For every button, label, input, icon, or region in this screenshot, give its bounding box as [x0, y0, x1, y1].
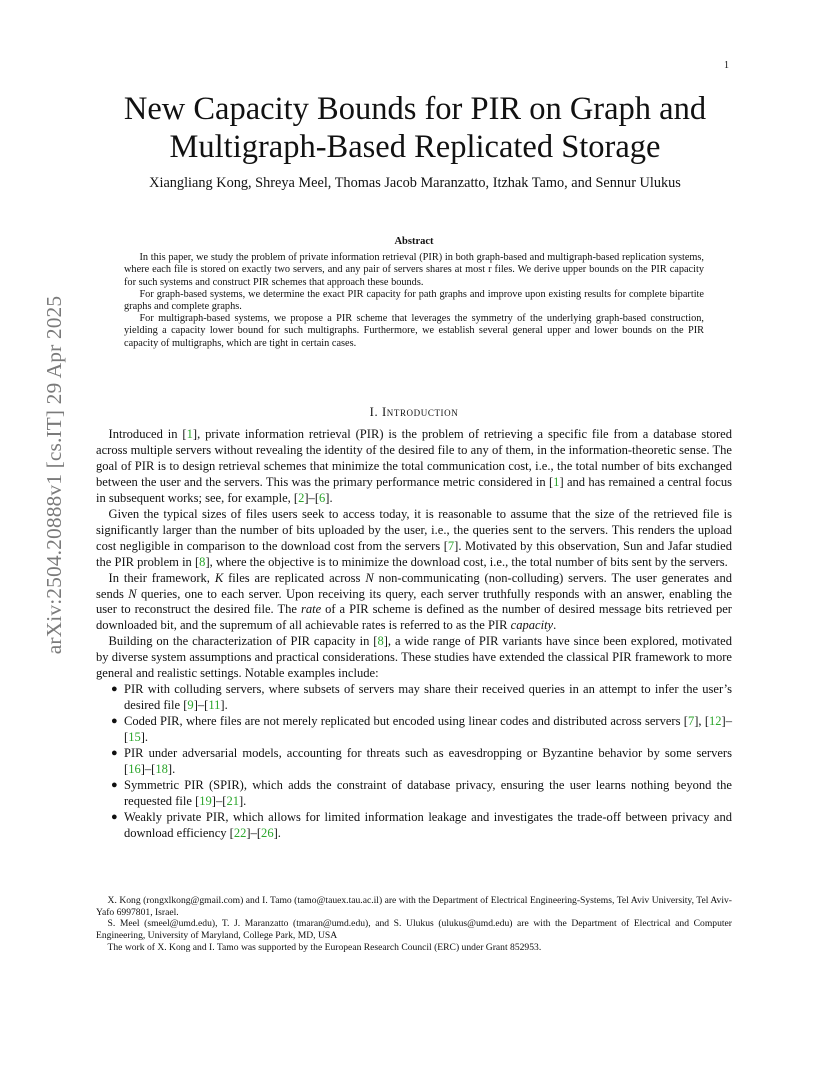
- citation-link[interactable]: 21: [226, 793, 239, 808]
- footnote: The work of X. Kong and I. Tamo was supported by the European Research Council (ERC) under Grant 852953.: [107, 941, 542, 953]
- emphasis-term: capacity: [510, 618, 554, 633]
- arxiv-identifier: arXiv:2504.20888v1 [cs.IT] 29 Apr 2025: [42, 295, 66, 655]
- bullet-icon: ●: [111, 683, 118, 696]
- main-text: [96, 427, 732, 842]
- list-item: ● PIR with colluding servers, where subsets of servers may share their received queries in an attempt to infer the user’s desired file [9]–[11].: [111, 682, 732, 713]
- footnote: S. Meel (smeel@umd.edu), T. J. Maranzatto (tmaran@umd.edu), and S. Ulukus (ulukus@umd.edu) are with the Department of Electrical and Computer Engineering, University of Maryland, College Park, MD, USA: [96, 918, 732, 942]
- section-number: I.: [369, 405, 379, 419]
- math-variable: N: [128, 586, 137, 601]
- page-number: 1: [724, 60, 729, 71]
- list-item: ● Symmetric PIR (SPIR), which adds the constraint of database privacy, ensuring the user learns nothing beyond the requested file [19]–[21].: [111, 777, 732, 808]
- body-paragraph: Introduced in [1], private information retrieval (PIR) is the problem of retrieving a specific file from a database stored across multiple servers without revealing the identity of the desired file to any of them, in the information-theoretic sense. The goal of PIR is to design retrieval schemes that minimize the total communication cost, i.e., the total number of bits exchanged between the user and the servers. This was the primary performance metric considered in [1] and has remained a central focus in subsequent works; see, for example, [2]–[6].: [96, 427, 732, 505]
- citation-link[interactable]: 8: [377, 634, 384, 649]
- bullet-icon: ●: [111, 715, 118, 728]
- citation-link[interactable]: 19: [199, 793, 212, 808]
- citation-link[interactable]: 12: [709, 714, 722, 729]
- citation-link[interactable]: 9: [187, 698, 194, 713]
- footnotes: [96, 895, 732, 954]
- paper-title: New Capacity Bounds for PIR on Graph and Multigraph-Based Replicated Storage: [123, 91, 707, 165]
- section-heading: [96, 405, 732, 420]
- abstract-heading: Abstract: [394, 236, 434, 247]
- section-name: Introduction: [381, 405, 459, 419]
- body-paragraph: Building on the characterization of PIR capacity in [8], a wide range of PIR variants have since been explored, motivated by diverse system assumptions and practical considerations. These studies have extended the classical PIR framework to more general and realistic settings. Notable examples include:: [96, 634, 732, 681]
- citation-link[interactable]: 7: [447, 538, 455, 553]
- citation-link[interactable]: 6: [319, 490, 326, 505]
- list-item: ● Weakly private PIR, which allows for limited information leakage and investigates the trade-off between privacy and download efficiency [22]–[26].: [111, 809, 732, 840]
- citation-link[interactable]: 16: [128, 762, 141, 777]
- citation-link[interactable]: 26: [261, 825, 274, 840]
- math-variable: K: [214, 570, 224, 585]
- abstract-paragraph: In this paper, we study the problem of private information retrieval (PIR) in both graph-based and multigraph-based replication systems, where each file is stored on exactly two servers, and any pair of servers shares at most r files. We derive upper bounds on the PIR capacity for such systems and construct PIR schemes that approach these bounds.: [124, 252, 704, 288]
- citation-link[interactable]: 15: [128, 730, 141, 745]
- pir-variant-list: [96, 682, 732, 842]
- emphasis-term: rate: [300, 602, 322, 617]
- citation-link[interactable]: 22: [233, 825, 247, 840]
- list-item: ● Coded PIR, where files are not merely replicated but encoded using linear codes and distributed across servers [7], [12]–[15].: [111, 714, 732, 745]
- abstract-paragraph: For multigraph-based systems, we propose a PIR scheme that leverages the symmetry of the underlying graph-based construction, yielding a capacity lower bound for such multigraphs. Furthermore, we establish several general upper and lower bounds on the PIR capacity of multigraphs, which are tight in certain cases.: [124, 313, 704, 349]
- abstract: [124, 236, 704, 350]
- bullet-icon: ●: [111, 747, 118, 760]
- citation-link[interactable]: 1: [186, 427, 193, 441]
- citation-link[interactable]: 1: [553, 474, 560, 489]
- abstract-paragraph: For graph-based systems, we determine the exact PIR capacity for path graphs and improve upon existing results for complete bipartite graphs and complete graphs.: [124, 288, 704, 313]
- citation-link[interactable]: 18: [155, 762, 168, 777]
- bullet-icon: ●: [111, 778, 118, 791]
- list-item: ● PIR under adversarial models, accounting for threats such as eavesdropping or Byzantine behavior by some servers [16]–[18].: [111, 746, 732, 777]
- math-variable: N: [365, 570, 374, 585]
- citation-link[interactable]: 11: [208, 698, 221, 713]
- bullet-icon: ●: [111, 810, 118, 823]
- citation-link[interactable]: 2: [298, 490, 305, 505]
- citation-link[interactable]: 7: [687, 714, 695, 729]
- footnote: X. Kong (rongxlkong@gmail.com) and I. Tamo (tamo@tauex.tau.ac.il) are with the Department of Electrical Engineering-Systems, Tel Aviv University, Tel Aviv-Yafo 6997801, Israel.: [96, 895, 732, 918]
- body-paragraph: Given the typical sizes of files users seek to access today, it is reasonable to assume that the size of the retrieved file is significantly larger than the number of bits uploaded by the user, i.e., the queries sent to the servers. This renders the upload cost negligible in comparison to the download cost from the servers [7]. Motivated by this observation, Sun and Jafar studied the PIR problem in [8], where the objective is to minimize the download cost, i.e., the total number of bits sent by the servers.: [96, 506, 732, 569]
- body-paragraph: In their framework, K files are replicated across N non-communicating (non-colluding) servers. The user generates and sends N queries, one to each server. Upon receiving its query, each server truthfully responds with an answer, enabling the user to reconstruct the desired file. The rate of a PIR scheme is defined as the number of desired message bits retrieved per downloaded bit, and the supremum of all achievable rates is referred to as the PIR capacity.: [96, 570, 733, 633]
- citation-link[interactable]: 8: [199, 554, 206, 569]
- author-list: Xiangliang Kong, Shreya Meel, Thomas Jacob Maranzatto, Itzhak Tamo, and Sennur Ulukus: [149, 175, 681, 191]
